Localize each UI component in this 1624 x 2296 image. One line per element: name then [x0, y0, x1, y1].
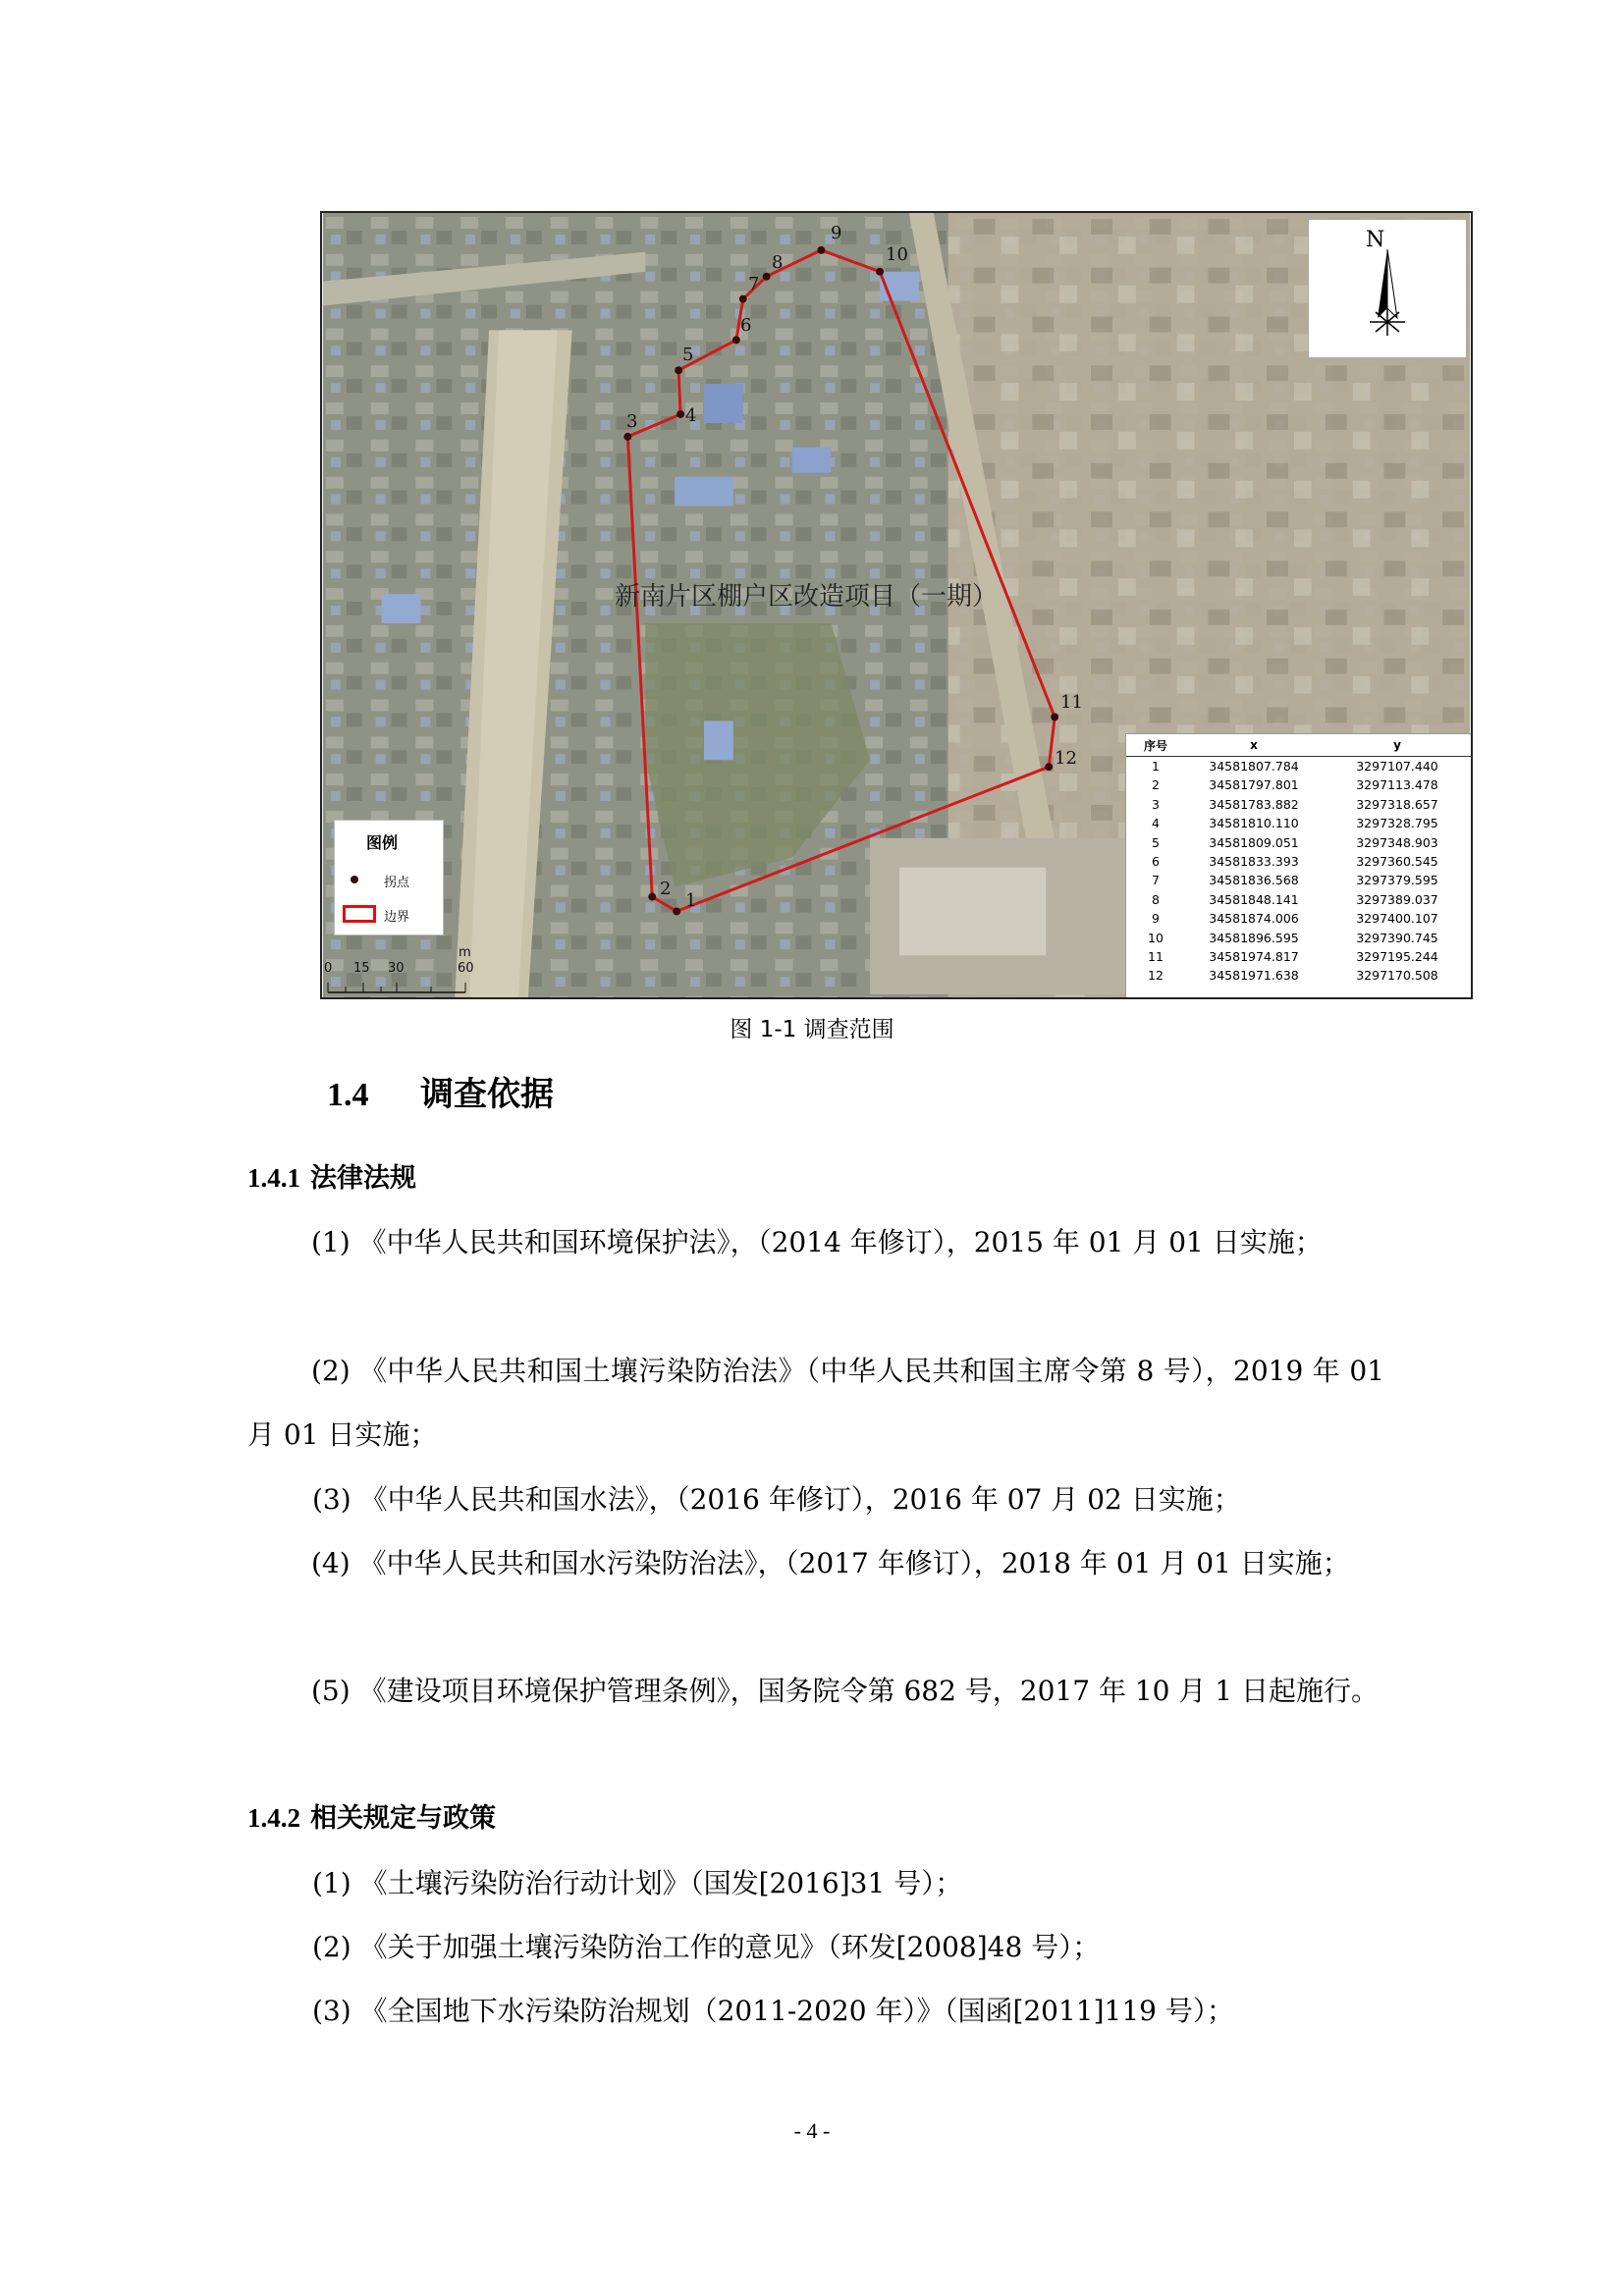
table-cell: 34581810.110 [1209, 816, 1299, 831]
table-row [1126, 775, 1472, 794]
table-row [1126, 890, 1472, 909]
point-label-2: 2 [660, 879, 672, 899]
table-cell: 34581874.006 [1209, 911, 1299, 927]
subsection-title: 相关规定与政策 [310, 1803, 496, 1834]
compass-icon [1309, 220, 1466, 357]
point-label-1: 1 [685, 890, 697, 911]
table-row [1126, 833, 1472, 852]
point-label-3: 3 [626, 411, 638, 432]
table-cell: 1 [1152, 759, 1160, 774]
table-cell: 3297389.037 [1356, 891, 1438, 907]
scale-tick-60: 60 [458, 961, 474, 976]
table-cell: 9 [1152, 911, 1160, 927]
table-cell: 3297170.508 [1356, 968, 1438, 984]
law-item-2: (2) 《中华人民共和国土壤污染防治法》（中华人民共和国主席令第 8 号），2019 年 01 月 01 日实施； [247, 1355, 1384, 1451]
scale-unit: m [459, 945, 471, 960]
legend-boundary-label: 边界 [384, 910, 410, 925]
scale-bar [324, 939, 474, 998]
point-label-11: 11 [1060, 692, 1083, 713]
law-item-3: (3) 《中华人民共和国水法》，（2016 年修订），2016 年 07 月 02 日实施； [312, 1483, 1241, 1516]
table-cell: 10 [1148, 930, 1164, 945]
scale-tick-15: 15 [353, 961, 370, 976]
coordinate-table-header [1126, 734, 1472, 757]
scale-tick-0: 0 [324, 961, 333, 976]
table-cell: 3297113.478 [1356, 777, 1438, 793]
table-row [1126, 947, 1472, 966]
subsection-heading-laws [247, 1156, 416, 1195]
table-cell: 3297318.657 [1356, 796, 1438, 812]
subsection-title: 法律法规 [310, 1163, 416, 1194]
table-row [1126, 852, 1472, 871]
page-number: - 4 - [793, 2118, 831, 2143]
table-cell: 34581833.393 [1209, 854, 1299, 870]
subsection-heading-policies [247, 1796, 496, 1835]
table-cell: 34581971.638 [1209, 968, 1299, 984]
legend-title: 图例 [366, 833, 399, 852]
table-cell: 2 [1152, 777, 1160, 793]
table-cell: 8 [1152, 891, 1160, 907]
table-cell: 3297328.795 [1356, 816, 1438, 831]
header-x: x [1185, 734, 1323, 757]
table-cell: 6 [1152, 854, 1160, 870]
section-heading [327, 1067, 554, 1115]
coordinate-table [1125, 733, 1472, 999]
table-cell: 3297400.107 [1356, 911, 1438, 927]
table-cell: 3297379.595 [1356, 873, 1438, 888]
table-cell: 34581896.595 [1209, 930, 1299, 945]
table-row [1126, 909, 1472, 928]
table-cell: 3297390.745 [1356, 930, 1438, 945]
figure-caption: 图 1-1 调查范围 [730, 1017, 894, 1042]
table-cell: 3297360.545 [1356, 854, 1438, 870]
table-cell: 34581783.882 [1209, 796, 1299, 812]
table-cell: 34581836.568 [1209, 873, 1299, 888]
project-area-label: 新南片区棚户区改造项目（一期） [615, 582, 999, 612]
table-row [1126, 966, 1472, 985]
table-row [1126, 814, 1472, 832]
law-item-4: (4) 《中华人民共和国水污染防治法》，（2017 年修订），2018 年 01 月 01 日实施； [311, 1547, 1350, 1579]
table-cell: 34581807.784 [1209, 759, 1299, 774]
point-label-6: 6 [740, 315, 752, 336]
table-cell: 3297348.903 [1356, 834, 1438, 850]
table-cell: 11 [1148, 949, 1164, 965]
policy-item-3: (3) 《全国地下水污染防治规划（2011-2020 年）》（国函[2011]119 号）； [312, 1995, 1234, 2027]
point-label-5: 5 [682, 345, 694, 365]
survey-map-figure [320, 211, 1473, 999]
point-label-9: 9 [831, 223, 842, 243]
table-cell: 4 [1152, 816, 1160, 831]
law-item-5: (5) 《建设项目环境保护管理条例》，国务院令第 682 号，2017 年 10 月 1 日起施行。 [311, 1675, 1380, 1707]
scale-ruler [324, 979, 471, 998]
table-row [1126, 871, 1472, 889]
section-number: 1.4 [327, 1077, 369, 1113]
scale-tick-30: 30 [388, 961, 405, 976]
header-y: y [1323, 734, 1472, 757]
policy-item-2: (2) 《关于加强土壤污染防治工作的意见》（环发[2008]48 号）； [312, 1931, 1101, 1963]
table-cell: 12 [1148, 968, 1164, 984]
legend-boundary-symbol [343, 905, 376, 923]
table-cell: 34581797.801 [1209, 777, 1299, 793]
point-label-10: 10 [886, 244, 908, 265]
table-cell: 3297195.244 [1356, 949, 1438, 965]
table-cell: 3297107.440 [1356, 759, 1438, 774]
table-cell: 34581974.817 [1209, 949, 1299, 965]
table-row [1126, 929, 1472, 947]
policy-item-1: (1) 《土壤污染防治行动计划》（国发[2016]31 号）； [312, 1867, 963, 1899]
header-index: 序号 [1126, 734, 1185, 757]
table-cell: 7 [1152, 873, 1160, 888]
table-row [1126, 795, 1472, 814]
table-cell: 34581848.141 [1209, 891, 1299, 907]
subsection-number: 1.4.2 [247, 1803, 300, 1833]
point-label-4: 4 [685, 405, 697, 426]
table-cell: 5 [1152, 834, 1160, 850]
point-label-12: 12 [1055, 748, 1077, 769]
point-label-7: 7 [748, 274, 760, 294]
subsection-number: 1.4.1 [247, 1163, 300, 1193]
table-row [1126, 757, 1472, 776]
table-cell: 3 [1152, 796, 1160, 812]
legend-point-label: 拐点 [384, 876, 410, 890]
map-legend [334, 820, 444, 935]
legend-point-symbol [351, 876, 358, 883]
table-cell: 34581809.051 [1209, 834, 1299, 850]
section-title: 调查依据 [420, 1075, 554, 1114]
north-letter: N [1366, 228, 1385, 252]
point-label-8: 8 [772, 252, 784, 273]
north-arrow [1308, 219, 1467, 358]
law-item-1: (1) 《中华人民共和国环境保护法》，（2014 年修订），2015 年 01 月 01 日实施； [311, 1226, 1323, 1258]
